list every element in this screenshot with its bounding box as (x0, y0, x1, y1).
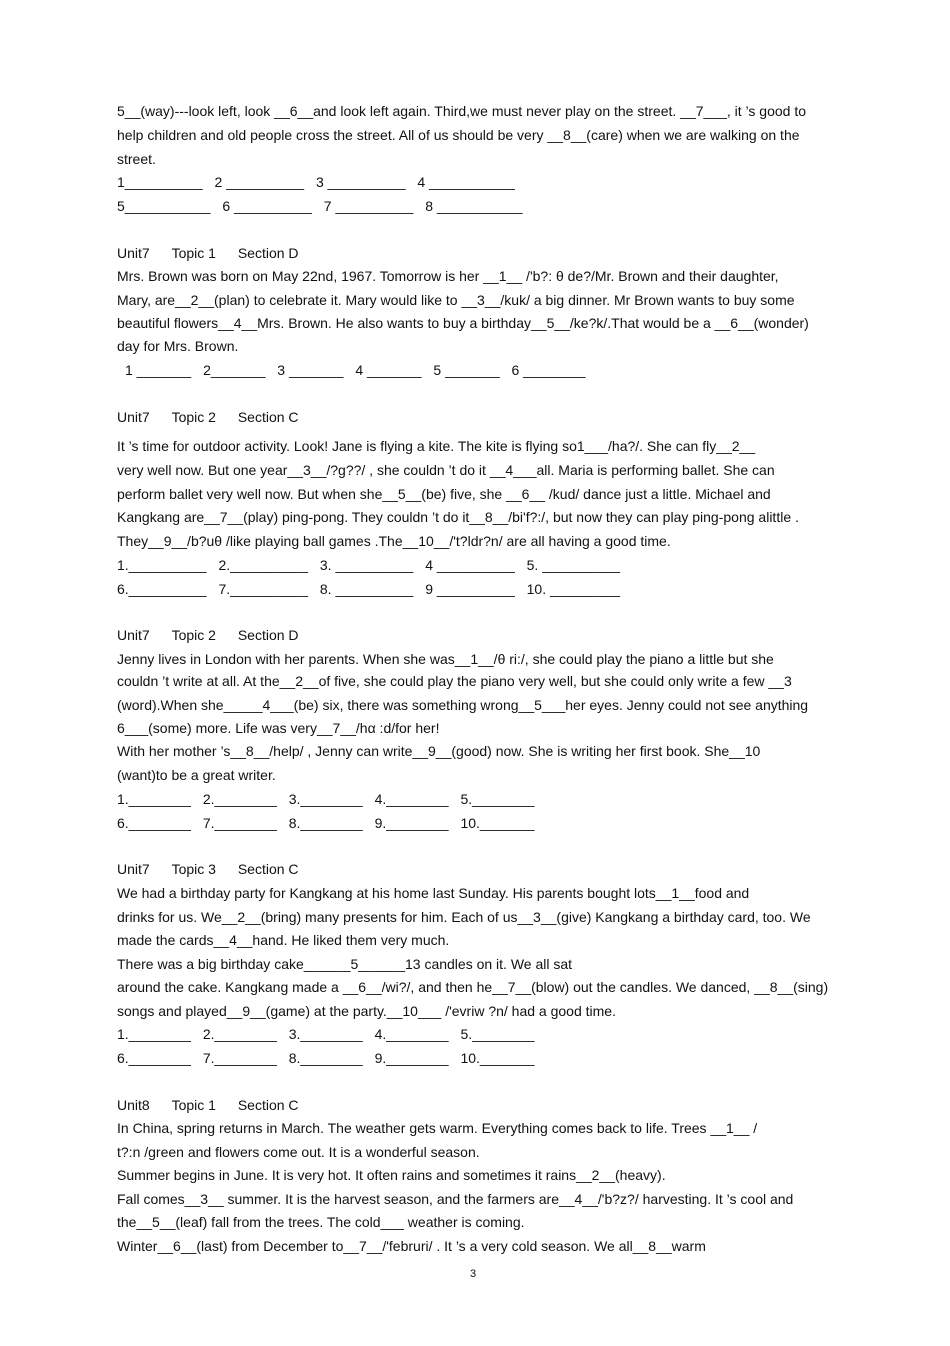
topic-label: Topic 1 (171, 245, 216, 261)
unit-label: Unit7 (117, 409, 150, 425)
answer-blank[interactable]: 3.________ (288, 1026, 363, 1042)
unit-label: Unit8 (117, 1097, 150, 1113)
answer-blanks-row (117, 814, 542, 832)
unit-label: Unit7 (117, 245, 150, 261)
answer-blank[interactable]: 1__________ (117, 174, 203, 190)
section-label: Section C (237, 1097, 299, 1113)
answer-blank[interactable]: 5.________ (460, 1026, 535, 1042)
answer-blanks-row (117, 1049, 542, 1067)
section-heading (117, 1096, 317, 1114)
answer-blank[interactable]: 10._______ (460, 815, 535, 831)
text-line: It ’s time for outdoor activity. Look! Jane is flying a kite. The kite is flying so1___/ha?/. She can fly__2__ (117, 438, 756, 454)
text-line: t?:n /green and flowers come out. It is a wonderful season. (117, 1144, 480, 1160)
text-line: With her mother ’s__8__/help/ , Jenny can write__9__(good) now. She is writing her first book. She__10 (117, 743, 761, 759)
text-line: (want)to be a great writer. (117, 767, 276, 783)
answer-blank[interactable]: 3.________ (288, 791, 363, 807)
answer-blank[interactable]: 9.________ (374, 815, 449, 831)
answer-blank[interactable]: 5 _______ (433, 362, 500, 378)
answer-blank[interactable]: 3 __________ (315, 174, 406, 190)
unit-label: Unit7 (117, 627, 150, 643)
text-line: 5__(way)---look left, look __6__and look left again. Third,we must never play on the street. __7___, it ’s good to (117, 103, 806, 119)
answer-blank[interactable]: 2 __________ (214, 174, 305, 190)
section-heading (117, 860, 317, 878)
answer-blank[interactable]: 6 __________ (222, 198, 312, 214)
section-label: Section D (237, 627, 299, 643)
answer-blank[interactable]: 7 __________ (323, 198, 414, 214)
answer-blank[interactable]: 1 _______ (125, 362, 192, 378)
text-line: help children and old people cross the street. All of us should be very __8__(care) when we are walking on the (117, 127, 800, 143)
topic-label: Topic 2 (171, 409, 216, 425)
text-line: perform ballet very well now. But when she__5__(be) five, she __6__ /kud/ dance just a little. Michael and (117, 486, 771, 502)
text-line: There was a big birthday cake______5______13 candles on it. We all sat (117, 956, 573, 972)
text-line: We had a birthday party for Kangkang at his home last Sunday. His parents bought lots__1__food and (117, 885, 750, 901)
answer-blank[interactable]: 4.________ (374, 791, 449, 807)
answer-blanks-row (117, 790, 542, 808)
text-line: (word).When she_____4___(be) six, there was something wrong__5___her eyes. Jenny could not see anything (117, 697, 809, 713)
text-line: Winter__6__(last) from December to__7__/'februri/ . It ’s a very cold season. We all__8__warm (117, 1238, 706, 1254)
answer-blanks-row (117, 580, 628, 598)
answer-blank[interactable]: 10._______ (460, 1050, 535, 1066)
answer-blanks-row (117, 556, 628, 574)
section-heading (117, 626, 317, 644)
answer-blank[interactable]: 1.__________ (117, 557, 207, 573)
text-line: Fall comes__3__ summer. It is the harvest season, and the farmers are__4__/'b?z?/ harvesting. It ’s cool and (117, 1191, 794, 1207)
section-label: Section C (237, 861, 299, 877)
answer-blank[interactable]: 4 _______ (355, 362, 422, 378)
answer-blank[interactable]: 5.________ (460, 791, 535, 807)
text-line: very well now. But one year__3__/?g??/ , she couldn ’t do it __4___all. Maria is performing ballet. She can (117, 462, 775, 478)
text-line: 6___(some) more. Life was very__7__/hα :d/for her! (117, 720, 440, 736)
text-line: made the cards__4__hand. He liked them very much. (117, 932, 450, 948)
answer-blank[interactable]: 10. _________ (526, 581, 621, 597)
text-line: drinks for us. We__2__(bring) many presents for him. Each of us__3__(give) Kangkang a birthday card, too. We (117, 909, 811, 925)
section-label: Section D (237, 245, 299, 261)
answer-blanks-row (125, 361, 593, 379)
text-line: songs and played__9__(game) at the party.__10___ /'evriw ?n/ had a good time. (117, 1003, 616, 1019)
topic-label: Topic 1 (171, 1097, 216, 1113)
answer-blank[interactable]: 2.________ (202, 1026, 277, 1042)
text-line: They__9__/b?uθ /like playing ball games .The__10__/'t?ldr?n/ are all having a good time. (117, 533, 671, 549)
text-line: Kangkang are__7__(play) ping-pong. They couldn ’t do it__8__/bi'f?:/, but now they can play ping-pong alittle . (117, 509, 799, 525)
answer-blank[interactable]: 7.________ (202, 1050, 277, 1066)
answer-blanks-row (117, 1025, 542, 1043)
answer-blank[interactable]: 5___________ (117, 198, 211, 214)
answer-blank[interactable]: 2.________ (202, 791, 277, 807)
answer-blank[interactable]: 8. __________ (319, 581, 414, 597)
answer-blanks-row (117, 197, 531, 215)
answer-blank[interactable]: 8.________ (288, 1050, 363, 1066)
answer-blank[interactable]: 6.________ (117, 815, 191, 831)
answer-blank[interactable]: 1.________ (117, 791, 191, 807)
section-label: Section C (237, 409, 299, 425)
answer-blank[interactable]: 6.__________ (117, 581, 207, 597)
answer-blank[interactable]: 6 ________ (511, 362, 586, 378)
text-line: beautiful flowers__4__Mrs. Brown. He also wants to buy a birthday__5__/ke?k/.That would be a __6__(wonder) (117, 315, 809, 331)
section-heading (117, 408, 317, 426)
answer-blank[interactable]: 3 _______ (277, 362, 344, 378)
answer-blank[interactable]: 9 __________ (425, 581, 515, 597)
answer-blank[interactable]: 6.________ (117, 1050, 191, 1066)
answer-blank[interactable]: 2_______ (203, 362, 266, 378)
topic-label: Topic 3 (171, 861, 216, 877)
text-line: street. (117, 151, 156, 167)
text-line: couldn ’t write at all. At the__2__of five, she could play the piano very well, but she could only write a few __3 (117, 673, 792, 689)
answer-blank[interactable]: 4.________ (374, 1026, 449, 1042)
topic-label: Topic 2 (171, 627, 216, 643)
answer-blank[interactable]: 7.__________ (218, 581, 308, 597)
answer-blank[interactable]: 4 ___________ (417, 174, 515, 190)
page-number: 3 (470, 1268, 477, 1280)
text-line: Summer begins in June. It is very hot. It often rains and sometimes it rains__2__(heavy). (117, 1167, 666, 1183)
answer-blank[interactable]: 8 ___________ (425, 198, 523, 214)
answer-blank[interactable]: 1.________ (117, 1026, 191, 1042)
section-heading (117, 244, 317, 262)
answer-blank[interactable]: 2.__________ (218, 557, 308, 573)
answer-blank[interactable]: 9.________ (374, 1050, 449, 1066)
text-line: day for Mrs. Brown. (117, 338, 239, 354)
text-line: the__5__(leaf) fall from the trees. The cold___ weather is coming. (117, 1214, 525, 1230)
answer-blank[interactable]: 5. __________ (526, 557, 621, 573)
answer-blank[interactable]: 8.________ (288, 815, 363, 831)
text-line: around the cake. Kangkang made a __6__/wi?/, and then he__7__(blow) out the candles. We danced, __8__(sing) (117, 979, 829, 995)
text-line: Mary, are__2__(plan) to celebrate it. Mary would like to __3__/kuk/ a big dinner. Mr Brown wants to buy some (117, 292, 795, 308)
text-line: Jenny lives in London with her parents. When she was__1__/θ ri:/, she could play the piano a little but she (117, 651, 774, 667)
text-line: In China, spring returns in March. The weather gets warm. Everything comes back to life. Trees __1__ / (117, 1120, 758, 1136)
text-line: Mrs. Brown was born on May 22nd, 1967. Tomorrow is her __1__ /'b?: θ de?/Mr. Brown and their daughter, (117, 268, 779, 284)
answer-blanks-row (117, 173, 523, 191)
answer-blank[interactable]: 4 __________ (425, 557, 515, 573)
unit-label: Unit7 (117, 861, 150, 877)
answer-blank[interactable]: 3. __________ (319, 557, 414, 573)
answer-blank[interactable]: 7.________ (202, 815, 277, 831)
